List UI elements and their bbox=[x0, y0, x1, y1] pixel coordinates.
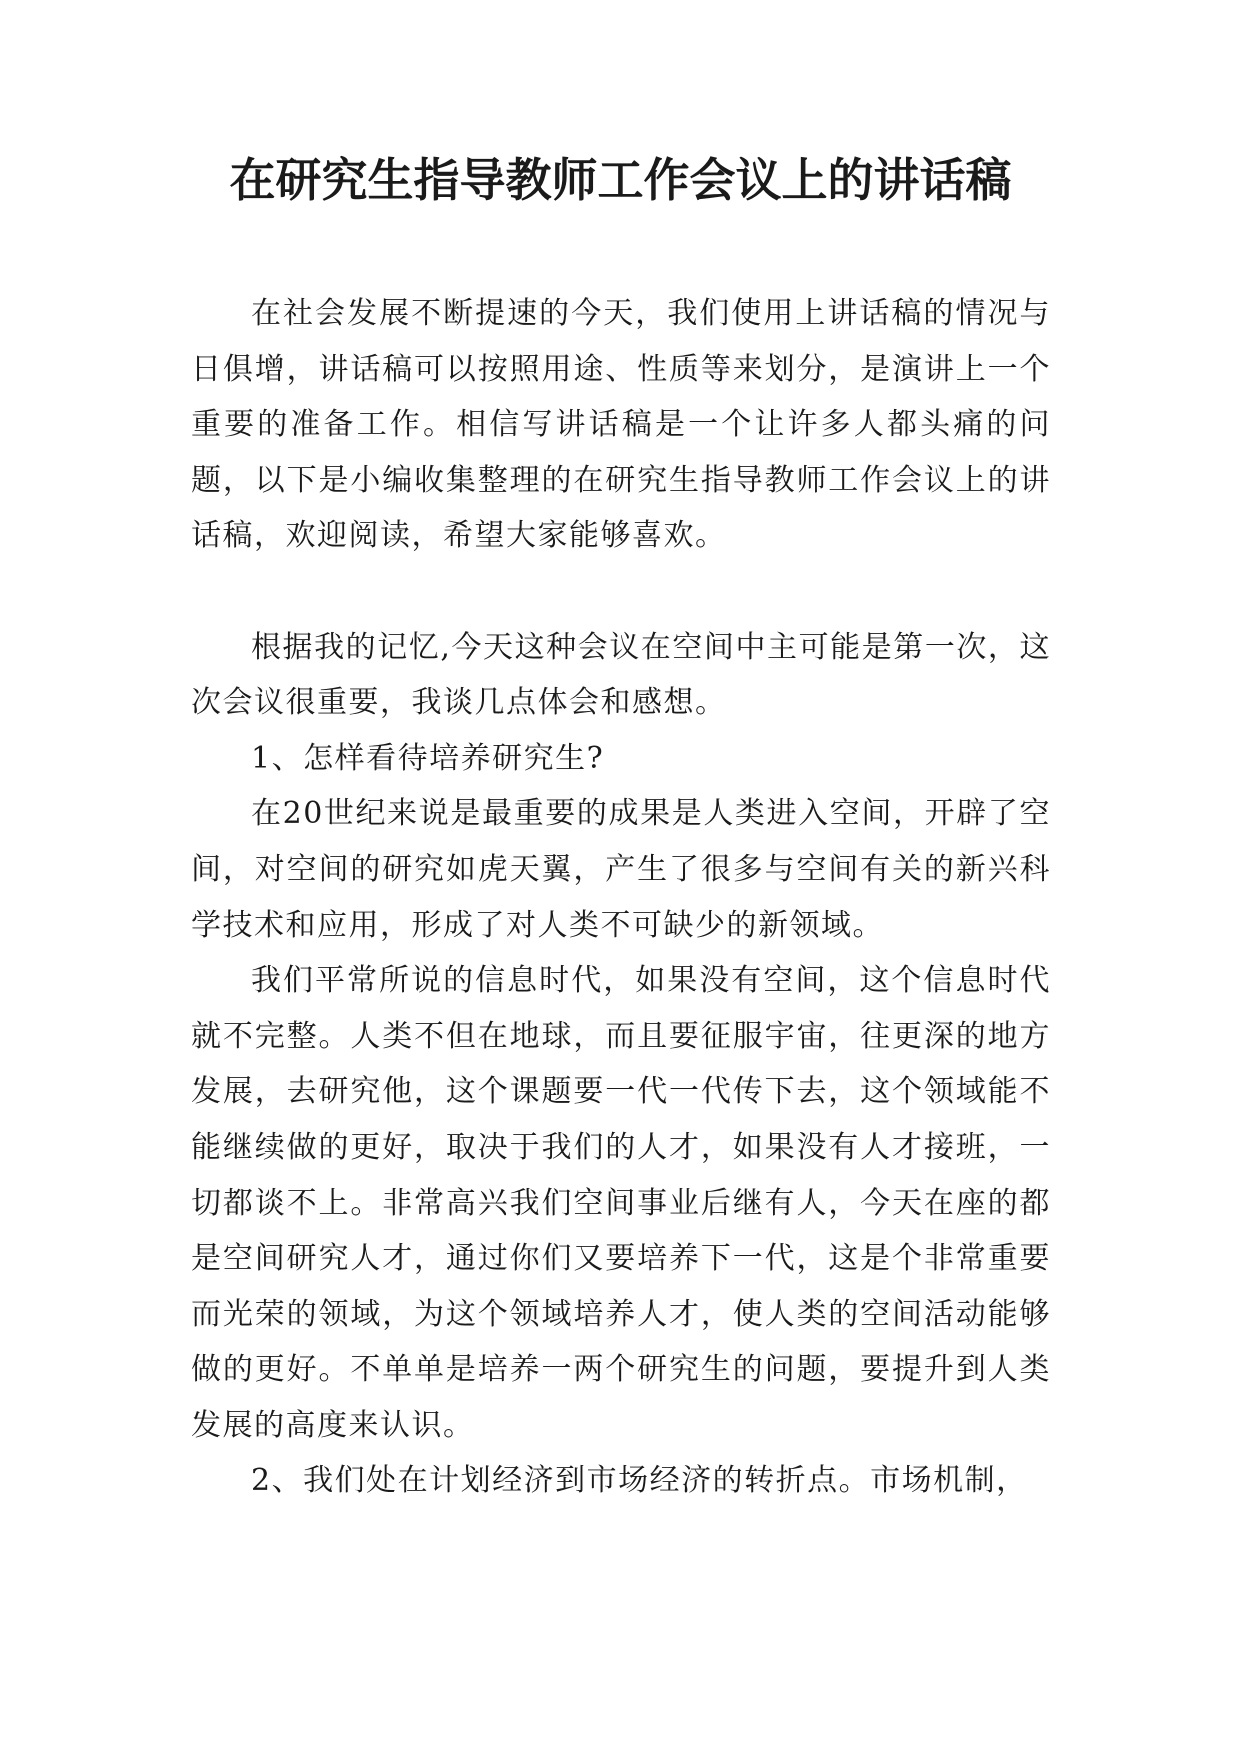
document-title: 在研究生指导教师工作会议上的讲话稿 bbox=[229, 153, 1012, 207]
section-heading: 2、我们处在计划经济到市场经济的转折点。市场机制， bbox=[251, 1463, 1028, 1499]
document-body bbox=[191, 286, 1051, 1509]
paragraph-spacer bbox=[191, 564, 1051, 620]
section-heading: 1、怎样看待培养研究生? bbox=[251, 740, 605, 776]
body-paragraph: 根据我的记忆,今天这种会议在空间中主可能是第一次，这次会议很重要，我谈几点体会和感想。 bbox=[191, 629, 1051, 721]
intro-paragraph: 在社会发展不断提速的今天，我们使用上讲话稿的情况与日俱增，讲话稿可以按照用途、性质等来划分，是演讲上一个重要的准备工作。相信写讲话稿是一个让许多人都头痛的问题，以下是小编收集整理的在研究生指导教师工作会议上的讲话稿，欢迎阅读，希望大家能够喜欢。 bbox=[191, 296, 1051, 554]
body-paragraph: 在20世纪来说是最重要的成果是人类进入空间，开辟了空间，对空间的研究如虎天翼，产生了很多与空间有关的新兴科学技术和应用，形成了对人类不可缺少的新领域。 bbox=[191, 796, 1051, 943]
body-paragraph: 我们平常所说的信息时代，如果没有空间，这个信息时代就不完整。人类不但在地球，而且要征服宇宙，往更深的地方发展，去研究他，这个课题要一代一代传下去，这个领域能不能继续做的更好，取决于我们的人才，如果没有人才接班，一切都谈不上。非常高兴我们空间事业后继有人，今天在座的都是空间研究人才，通过你们又要培养下一代，这是个非常重要而光荣的领域，为这个领域培养人才，使人类的空间活动能够做的更好。不单单是培养一两个研究生的问题，要提升到人类发展的高度来认识。 bbox=[191, 963, 1051, 1443]
